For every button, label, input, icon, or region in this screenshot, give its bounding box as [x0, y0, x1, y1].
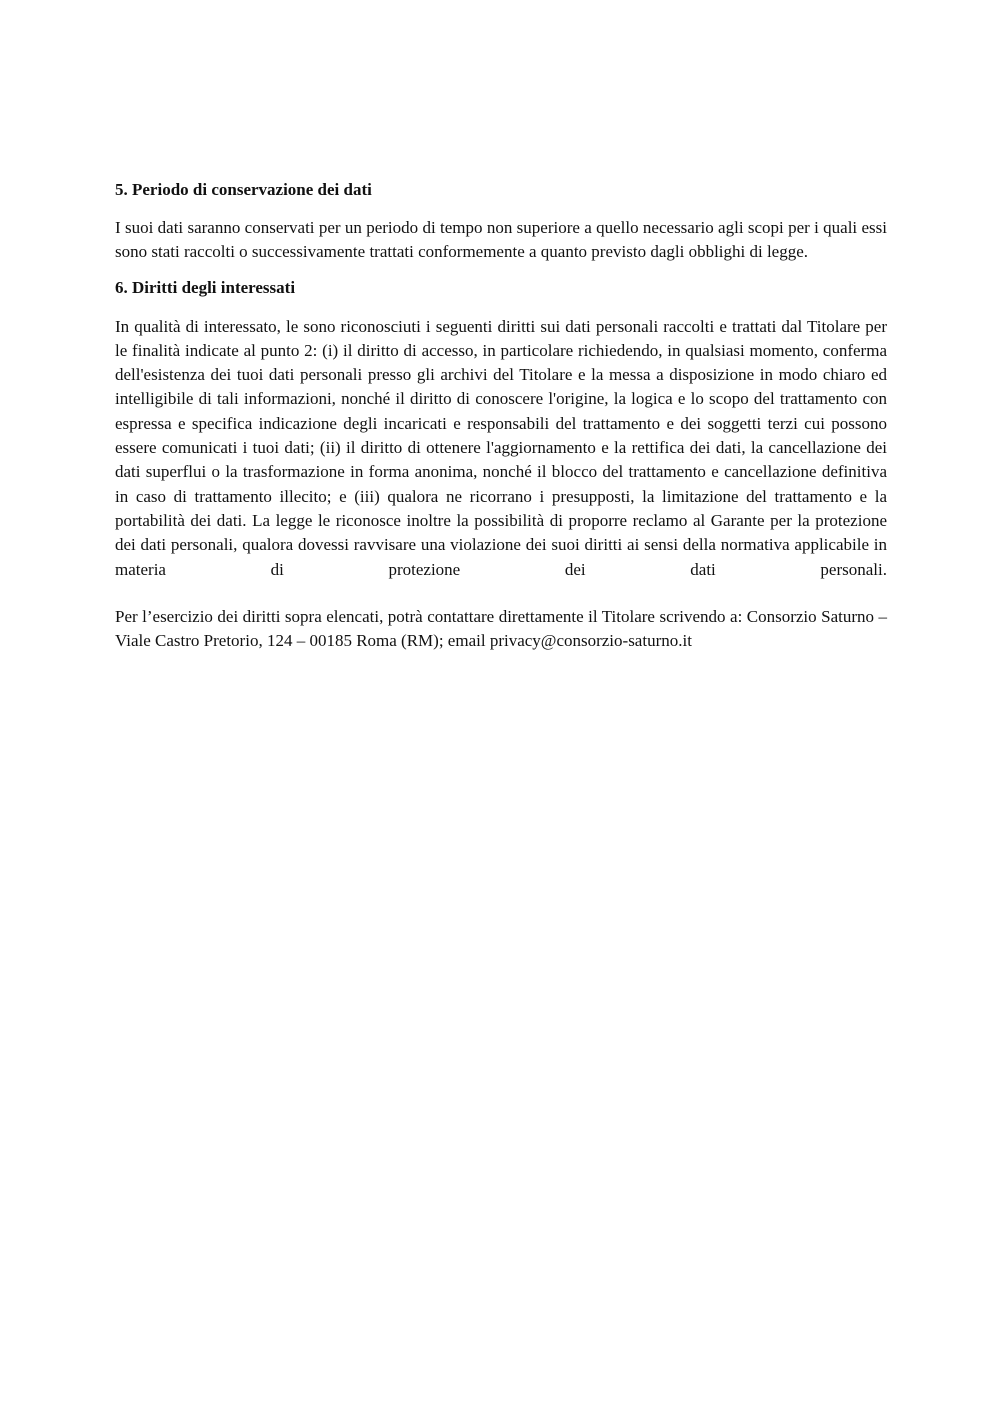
- contact-paragraph: Per l’esercizio dei diritti sopra elencati, potrà contattare direttamente il Titolare scrivendo a: Consorzio Saturno – Viale Castro Pretorio, 124 – 00185 Roma (RM); email privacy@consorzio-saturno.it: [115, 606, 887, 651]
- section-text-conservation: I suoi dati saranno conservati per un periodo di tempo non superiore a quello necessario agli scopi per i quali essi sono stati raccolti o successivamente trattati conformemente a quanto previsto dagli obblighi di legge.: [115, 218, 887, 262]
- document-page: [115, 178, 887, 653]
- section-text-rights: In qualità di interessato, le sono riconosciuti i seguenti diritti sui dati personali raccolti e trattati dal Titolare per le finalità indicate al punto 2: (i) il diritto di accesso, in particolare richiedendo, in qualsiasi momento, conferma dell'esistenza dei tuoi dati personali presso gli archivi del Titolare e la messa a disposizione in modo chiaro ed intelligibile di tali informazioni, nonché il diritto di conoscere l'origine, la logica e lo scopo del trattamento con espressa e specifica indicazione degli incaricati e responsabili del trattamento e dei soggetti terzi cui possono essere comunicati i tuoi dati; (ii) il diritto di ottenere l'aggiornamento e la rettifica dei dati, la cancellazione dei dati superflui o la trasformazione in forma anonima, nonché il blocco del trattamento e cancellazione definitiva in caso di trattamento illecito; e (iii) qualora ne ricorrano i presupposti, la limitazione del trattamento e la portabilità dei dati. La legge le riconosce inoltre la possibilità di proporre reclamo al Garante per la protezione dei dati personali, qualora dovessi ravvisare una violazione dei suoi diritti ai sensi della normativa applicabile in materia di protezione dei dati personali.: [115, 316, 887, 579]
- section-heading-rights: 6. Diritti degli interessati: [115, 277, 296, 297]
- section-heading-conservation: 5. Periodo di conservazione dei dati: [115, 180, 372, 199]
